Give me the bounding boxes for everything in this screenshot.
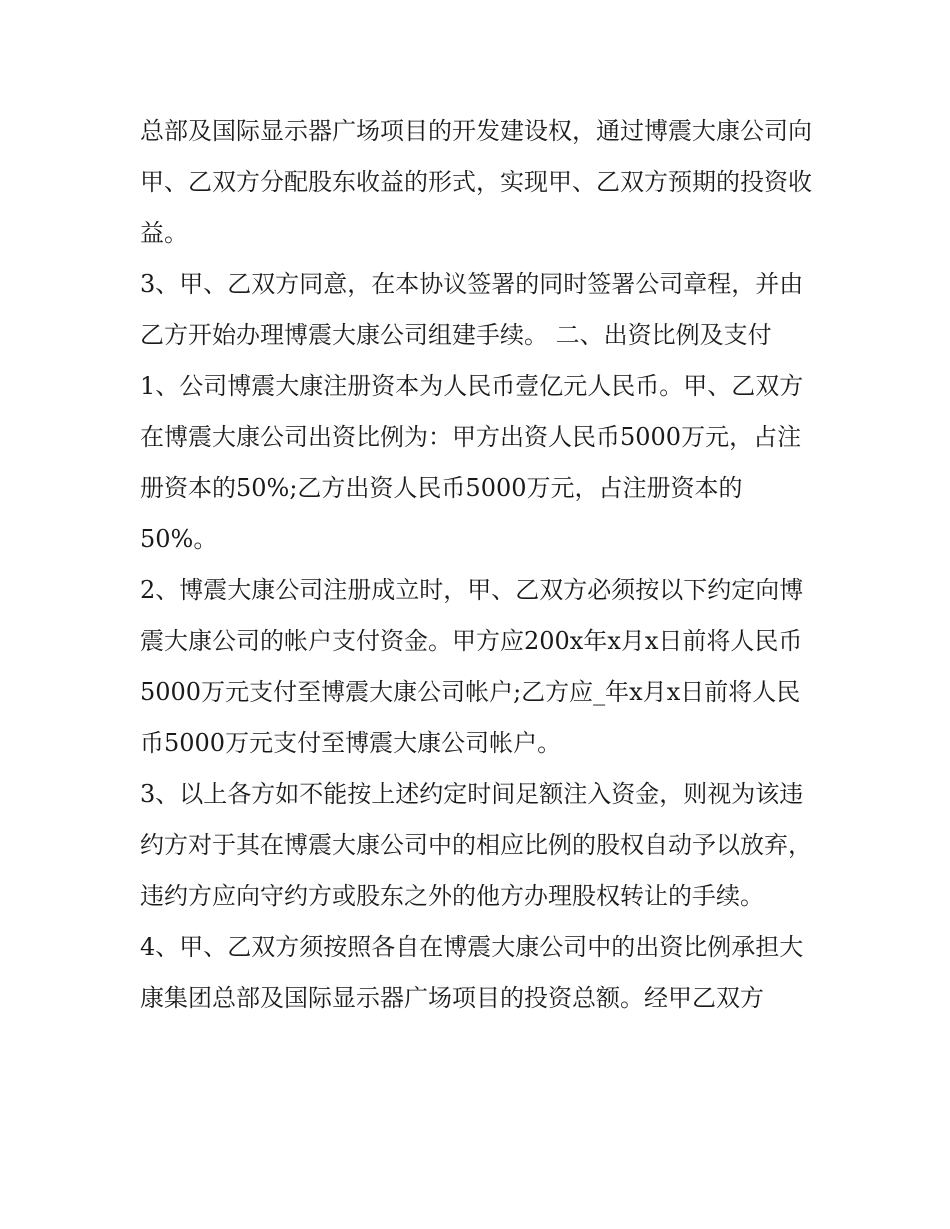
document-body: [140, 106, 812, 1024]
paragraph-clause-1-capital: 1、公司博震大康注册资本为人民币壹亿元人民币。甲、乙双方在博震大康公司出资比例为：甲方出资人民币5000万元，占注册资本的50%;乙方出资人民币5000万元，占注册资本的50%。: [140, 372, 804, 553]
paragraph-clause-2-payment: 2、博震大康公司注册成立时，甲、乙双方必须按以下约定向博震大康公司的帐户支付资金。甲方应200x年x月x日前将人民币5000万元支付至博震大康公司帐户;乙方应_年x月x日前将人民币5000万元支付至博震大康公司帐户。: [140, 576, 804, 757]
paragraph-project-rights: 总部及国际显示器广场项目的开发建设权，通过博震大康公司向甲、乙双方分配股东收益的形式，实现甲、乙双方预期的投资收益。: [140, 117, 812, 247]
paragraph-clause-3-default: 3、以上各方如不能按上述约定时间足额注入资金，则视为该违约方对于其在博震大康公司中的相应比例的股权自动予以放弃，违约方应向守约方或股东之外的他方办理股权转让的手续。: [140, 780, 812, 910]
paragraph-clause-3-articles: 3、甲、乙双方同意，在本协议签署的同时签署公司章程，并由乙方开始办理博震大康公司组建手续。 二、出资比例及支付: [140, 270, 804, 349]
paragraph-clause-4-investment: 4、甲、乙双方须按照各自在博震大康公司中的出资比例承担大康集团总部及国际显示器广场项目的投资总额。经甲乙双方: [140, 933, 804, 1012]
